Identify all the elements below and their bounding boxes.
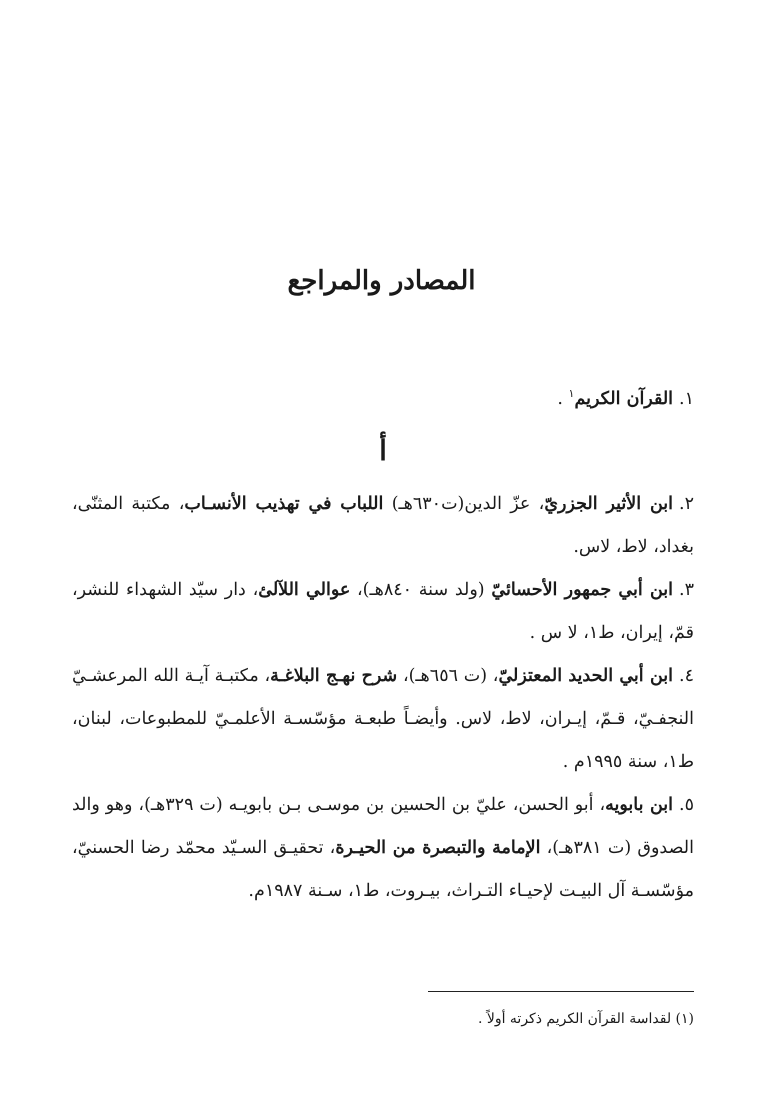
reference-entry-2	[72, 483, 694, 569]
reference-entry-3	[72, 569, 694, 655]
entry-book-title: شرح نهـج البلاغـة	[270, 666, 398, 686]
entry-publisher: ، تحقيـق السـيّد محمّد رضا الحسنيّ، مؤسّسـة آل البيـت لإحيـاء التـراث، بيـروت، ط١، سـنة ١٩٨٧م.	[72, 838, 694, 901]
entry-author: ابن أبي الحديد المعتزليّ	[498, 666, 673, 686]
entry-publisher: ، مكتبة المثنّى، بغداد، لاط، لاس.	[72, 494, 694, 557]
footnote-marker[interactable]: ١	[568, 387, 575, 401]
entry-number: ٤.	[679, 666, 694, 686]
entry-author: ابن بابويه	[605, 795, 674, 815]
entry-book-title: الإمامة والتبصرة من الحيـرة	[335, 838, 541, 858]
entry-book-title: اللباب في تهذيب الأنسـاب	[184, 494, 384, 514]
entry-book-title: عوالي اللآلئ	[258, 580, 351, 600]
entry-number: ١.	[679, 389, 694, 409]
page-title: المصادر والمراجع	[287, 266, 476, 296]
entry-text: (ولد سنة ٨٤٠هـ)،	[350, 580, 492, 600]
entry-text: ، (ت ٦٥٦هـ)،	[397, 666, 499, 686]
entry-number: ٣.	[679, 580, 695, 600]
reference-entry-5	[72, 784, 694, 913]
entry-text: ، عزّ الدين(ت٦٣٠هـ)	[383, 494, 545, 514]
entry-author: ابن الأثير الجزريّ	[544, 494, 674, 514]
entry-text: .	[557, 389, 569, 409]
reference-entry-1	[72, 378, 694, 421]
entry-number: ٢.	[679, 494, 694, 514]
footnote-divider	[428, 991, 694, 992]
section-letter: أ	[379, 434, 387, 467]
entry-author: ابن أبي جمهور الأحسائيّ	[491, 580, 674, 600]
entry-publisher: ، مكتبـة آيـة الله المرعشـيّ النجفـيّ، قـمّ، إيـران، لاط، لاس. وأيضـاً طبعـة مؤسّسـة الأعلمـيّ للمطبوعات، لبنان، ط١، سنة ١٩٩٥م .	[72, 666, 694, 772]
entry-number: ٥.	[679, 795, 695, 815]
entry-text: ، أبو الحسن، عليّ بن الحسين بن موسـى بـن بابويـه (ت ٣٢٩هـ)، وهو والد الصدوق (ت ٣٨١هـ)،	[72, 795, 694, 858]
footnote: (١) لقداسة القرآن الكريم ذكرته أولاً .	[477, 1011, 694, 1027]
references-list	[72, 378, 694, 913]
reference-entry-4	[72, 655, 694, 784]
entry-publisher: ، دار سيّد الشهداء للنشر، قمّ، إيران، ط١، لا س .	[72, 580, 694, 643]
entry-title: القرآن الكريم	[574, 389, 674, 409]
